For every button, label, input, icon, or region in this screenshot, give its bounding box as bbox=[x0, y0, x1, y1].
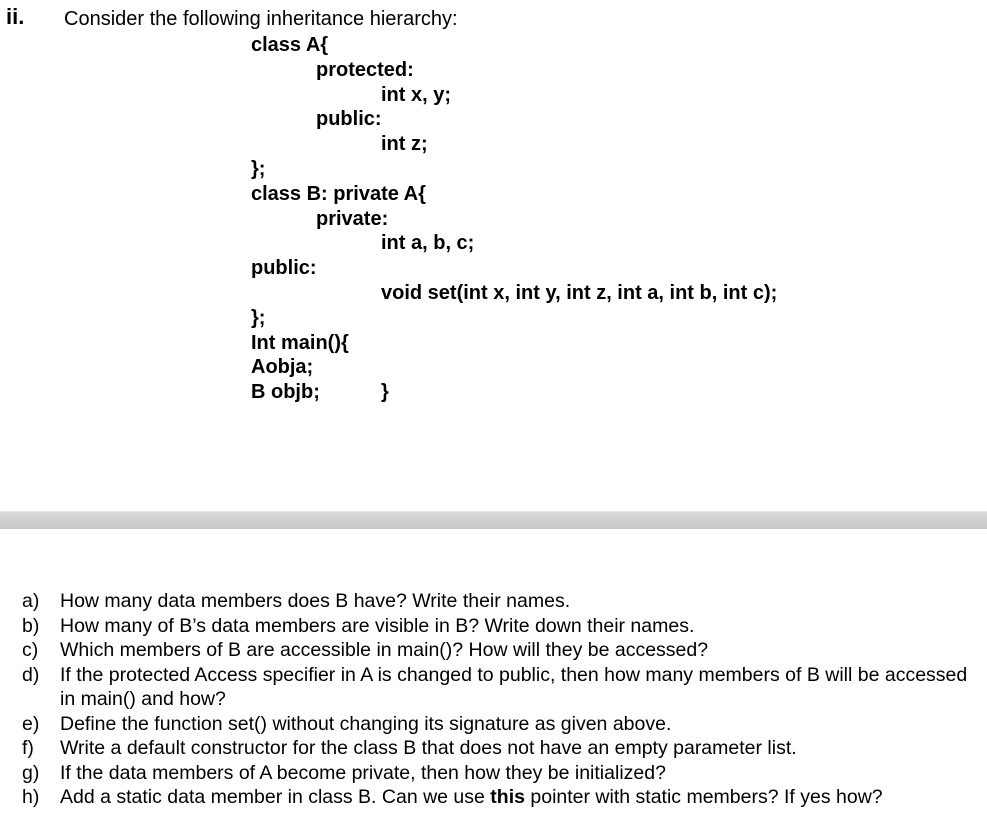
code-line-class-a: class A{ bbox=[251, 34, 329, 56]
list-item bbox=[22, 712, 982, 737]
question-text: Which members of B are accessible in main()? How will they be accessed? bbox=[60, 639, 709, 661]
list-marker: c) bbox=[22, 639, 39, 661]
question-text: If the data members of A become private, then how they be initialized? bbox=[60, 761, 666, 784]
list-marker: a) bbox=[22, 590, 40, 612]
question-text: Write a default constructor for the class B that does not have an empty parameter list. bbox=[60, 737, 797, 759]
code-line-protected: protected: bbox=[316, 59, 414, 81]
code-line-close-b: }; bbox=[251, 307, 266, 329]
question-intro: Consider the following inheritance hierarchy: bbox=[64, 8, 458, 30]
list-marker: h) bbox=[22, 786, 40, 808]
question-text: If the protected Access specifier in A is changed to public, then how many members of B will be accessed in main() and how? bbox=[60, 663, 968, 710]
question-emphasis: this bbox=[490, 786, 525, 808]
code-line-close-a: }; bbox=[251, 158, 266, 180]
list-marker: b) bbox=[22, 614, 40, 637]
list-marker: f) bbox=[22, 737, 34, 759]
list-marker: e) bbox=[22, 712, 40, 735]
question-text: Define the function set() without changing its signature as given above. bbox=[60, 712, 672, 735]
list-item bbox=[22, 638, 982, 663]
code-line-objb: B objb; bbox=[251, 381, 320, 403]
code-line-public-b: public: bbox=[251, 257, 317, 279]
code-line-private: private: bbox=[316, 208, 389, 230]
code-line-obja: Aobja; bbox=[251, 356, 314, 378]
question-text: How many data members does B have? Write their names. bbox=[60, 590, 571, 612]
list-item bbox=[22, 589, 982, 614]
code-line-main: Int main(){ bbox=[251, 332, 349, 354]
list-item bbox=[22, 785, 982, 810]
question-number: ii. bbox=[6, 4, 25, 29]
code-line-set-signature: void set(int x, int y, int z, int a, int b, int c); bbox=[381, 282, 778, 304]
list-item bbox=[22, 614, 982, 639]
code-line-public-a: public: bbox=[316, 108, 382, 130]
code-line-close-main: } bbox=[381, 381, 389, 403]
code-line-class-b: class B: private A{ bbox=[251, 183, 426, 205]
list-item bbox=[22, 761, 982, 786]
question-list bbox=[22, 589, 982, 810]
question-text-before: Add a static data member in class B. Can we use bbox=[60, 786, 491, 808]
code-line-int-abc: int a, b, c; bbox=[381, 232, 475, 254]
list-marker: d) bbox=[22, 663, 40, 686]
list-marker: g) bbox=[22, 761, 40, 784]
list-item bbox=[22, 736, 982, 761]
question-text-after: pointer with static members? If yes how? bbox=[524, 786, 883, 808]
list-item bbox=[22, 663, 982, 712]
page-divider bbox=[0, 511, 987, 529]
question-text: How many of B’s data members are visible in B? Write down their names. bbox=[60, 614, 695, 637]
code-line-int-z: int z; bbox=[381, 133, 428, 155]
code-line-int-xy: int x, y; bbox=[381, 84, 452, 106]
